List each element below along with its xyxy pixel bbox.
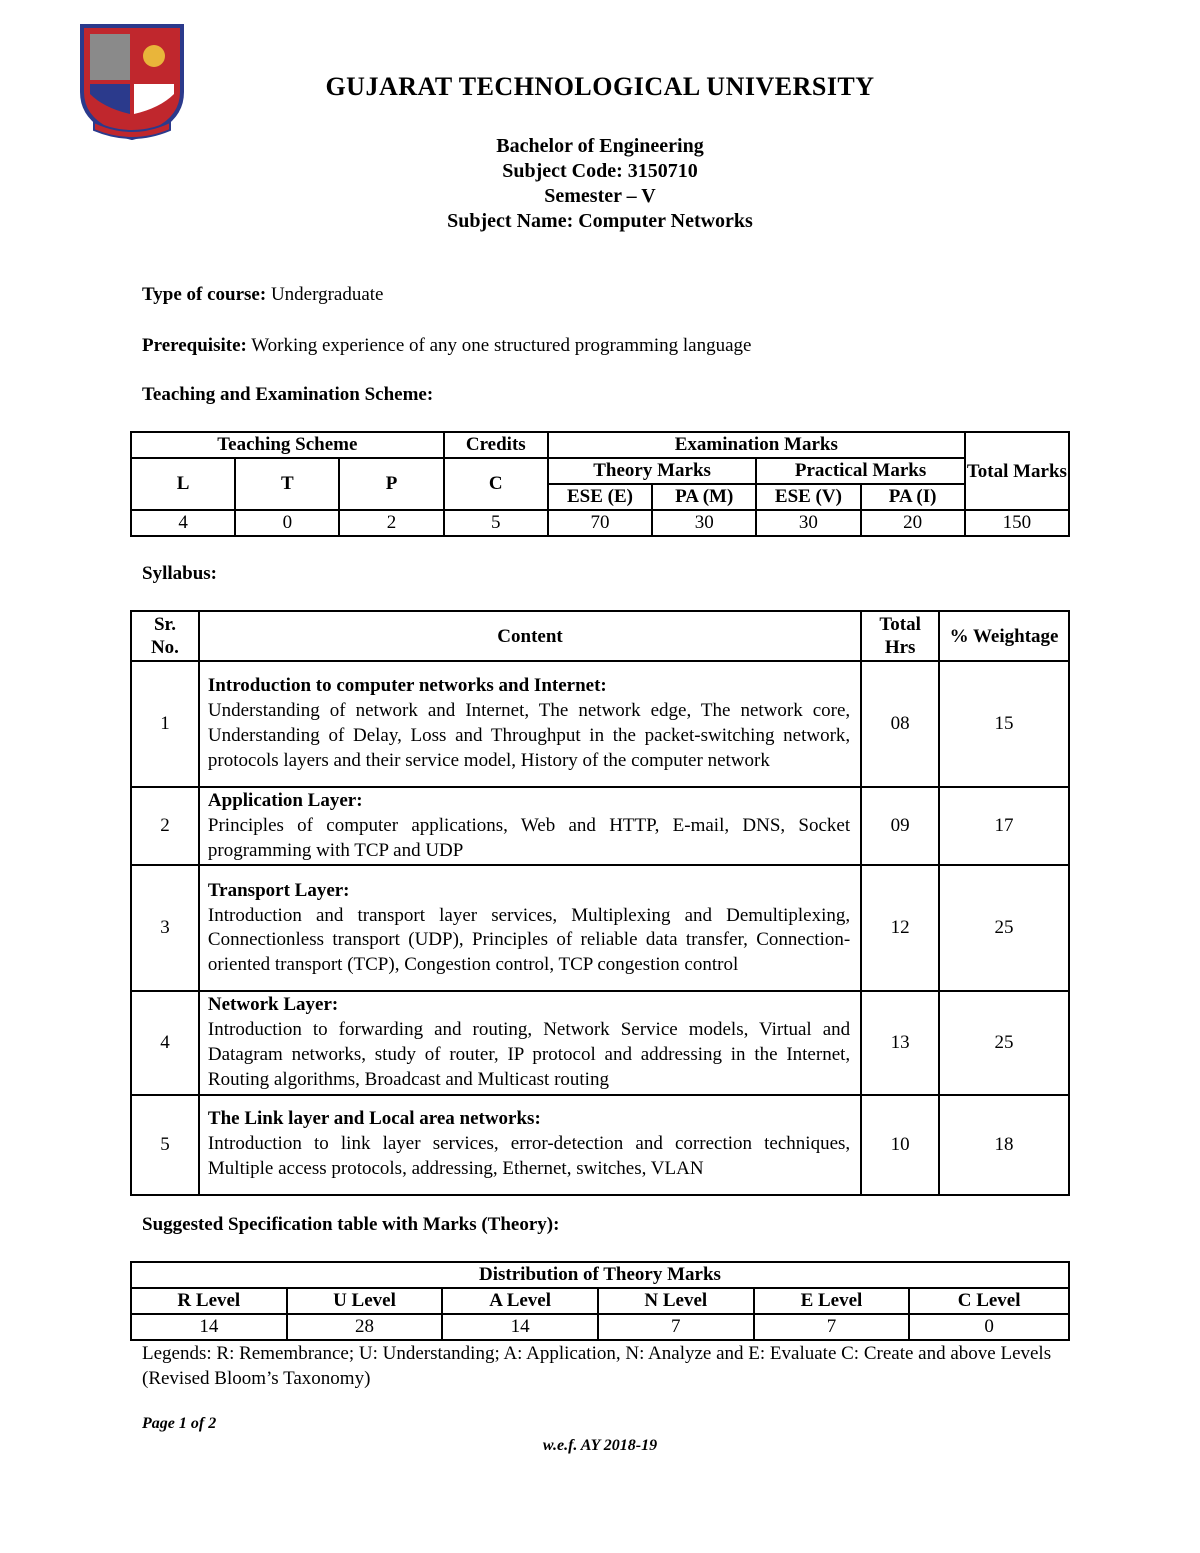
row-title: Application Layer: [207, 790, 363, 811]
row-content [199, 865, 861, 991]
subject-name: Subject Name: Computer Networks [447, 210, 753, 232]
level-header: A Level [442, 1288, 598, 1314]
row-title: Introduction to computer networks and Internet: [207, 675, 607, 697]
type-of-course [142, 284, 383, 306]
type-label: Type of course: [142, 284, 267, 305]
level-value: 7 [598, 1314, 754, 1340]
subject-code: Subject Code: 3150710 [502, 160, 698, 182]
row-title: Transport Layer: [207, 879, 350, 901]
row-title: The Link layer and Local area networks: [207, 1108, 541, 1130]
col-t: T [235, 458, 339, 510]
syllabus-table [130, 610, 1070, 1196]
row-sr: 2 [131, 787, 199, 865]
val-c: 5 [444, 510, 548, 536]
semester: Semester – V [544, 185, 656, 207]
scheme-table [130, 431, 1070, 537]
row-title: Network Layer: [207, 994, 339, 1016]
row-hrs: 09 [861, 787, 939, 865]
prereq-value: Working experience of any one structured programming language [246, 335, 752, 356]
val-p: 2 [339, 510, 443, 536]
level-value: 14 [131, 1314, 287, 1340]
row-body: Introduction and transport layer services, Multiplexing and Demultiplexing, Connectionless transport (UDP), Principles of reliable data transfer, Connection-oriented transport (TCP), Congestion control, TCP congestion control [207, 904, 851, 976]
table-row [131, 787, 1069, 865]
level-header: C Level [909, 1288, 1069, 1314]
row-content [199, 1095, 861, 1195]
val-ese-v: 30 [756, 510, 860, 536]
row-body: Principles of computer applications, Web and HTTP, E-mail, DNS, Socket programming with TCP and UDP [207, 814, 851, 861]
row-weight: 18 [939, 1095, 1069, 1195]
content-header: Content [199, 611, 861, 661]
row-body: Introduction to link layer services, error-detection and correction techniques, Multiple access protocols, addressing, Ethernet, switches, VLAN [207, 1133, 851, 1179]
spec-heading: Suggested Specification table with Marks (Theory): [142, 1214, 560, 1235]
practical-marks-header: Practical Marks [756, 458, 964, 484]
theory-marks-header: Theory Marks [548, 458, 756, 484]
col-p: P [339, 458, 443, 510]
level-value: 0 [909, 1314, 1069, 1340]
row-sr: 1 [131, 661, 199, 787]
sr-header: Sr. No. [131, 611, 199, 661]
row-weight: 17 [939, 787, 1069, 865]
row-weight: 15 [939, 661, 1069, 787]
row-sr: 4 [131, 991, 199, 1094]
row-body: Introduction to forwarding and routing, Network Service models, Virtual and Datagram networks, study of router, IP protocol and addressing in the Internet, Routing algorithms, Broadcast and Multicast routing [207, 1019, 851, 1090]
row-sr: 5 [131, 1095, 199, 1195]
weight-header: % Weightage [939, 611, 1069, 661]
val-pa-m: 30 [652, 510, 756, 536]
spec-table [130, 1261, 1070, 1341]
level-value: 28 [287, 1314, 443, 1340]
level-header: N Level [598, 1288, 754, 1314]
spec-title: Distribution of Theory Marks [131, 1262, 1069, 1288]
level-header: E Level [754, 1288, 910, 1314]
row-hrs: 08 [861, 661, 939, 787]
credits-header: Credits [444, 432, 548, 458]
exam-marks-header: Examination Marks [548, 432, 965, 458]
level-header: U Level [287, 1288, 443, 1314]
row-weight: 25 [939, 865, 1069, 991]
level-header: R Level [131, 1288, 287, 1314]
table-row [131, 661, 1069, 787]
col-ese-v: ESE (V) [756, 484, 860, 510]
table-row [131, 991, 1069, 1094]
row-content [199, 661, 861, 787]
table-row [131, 1095, 1069, 1195]
page-number: Page 1 of 2 [142, 1415, 217, 1432]
val-pa-i: 20 [861, 510, 965, 536]
hrs-header: Total Hrs [861, 611, 939, 661]
row-weight: 25 [939, 991, 1069, 1094]
type-value: Undergraduate [266, 284, 384, 305]
total-marks-header: Total Marks [965, 432, 1069, 510]
degree-heading: Bachelor of Engineering [496, 135, 704, 157]
col-l: L [131, 458, 235, 510]
row-body: Understanding of network and Internet, The network edge, The network core, Understanding of Delay, Loss and Throughput in the packet-switching network, protocols layers and their service model, History of the computer network [207, 700, 851, 771]
col-pa-i: PA (I) [861, 484, 965, 510]
col-ese-e: ESE (E) [548, 484, 652, 510]
col-c: C [444, 458, 548, 510]
syllabus-heading: Syllabus: [142, 563, 217, 584]
teaching-scheme-header: Teaching Scheme [131, 432, 444, 458]
wef-footer: w.e.f. AY 2018-19 [542, 1437, 658, 1454]
prerequisite [142, 335, 751, 357]
row-hrs: 12 [861, 865, 939, 991]
legend-text: Legends: R: Remembrance; U: Understanding; A: Application, N: Analyze and E: Evaluate C: Create and above Levels (Revised Bloom’s Taxonomy) [142, 1343, 1052, 1389]
prereq-label: Prerequisite: [142, 335, 247, 356]
col-pa-m: PA (M) [652, 484, 756, 510]
row-content [199, 787, 861, 865]
scheme-heading: Teaching and Examination Scheme: [142, 384, 434, 405]
level-value: 7 [754, 1314, 910, 1340]
row-content [199, 991, 861, 1094]
row-hrs: 10 [861, 1095, 939, 1195]
university-title: GUJARAT TECHNOLOGICAL UNIVERSITY [325, 72, 875, 101]
row-sr: 3 [131, 865, 199, 991]
val-l: 4 [131, 510, 235, 536]
val-t: 0 [235, 510, 339, 536]
level-value: 14 [442, 1314, 598, 1340]
val-ese-e: 70 [548, 510, 652, 536]
table-row [131, 865, 1069, 991]
row-hrs: 13 [861, 991, 939, 1094]
val-total: 150 [965, 510, 1069, 536]
